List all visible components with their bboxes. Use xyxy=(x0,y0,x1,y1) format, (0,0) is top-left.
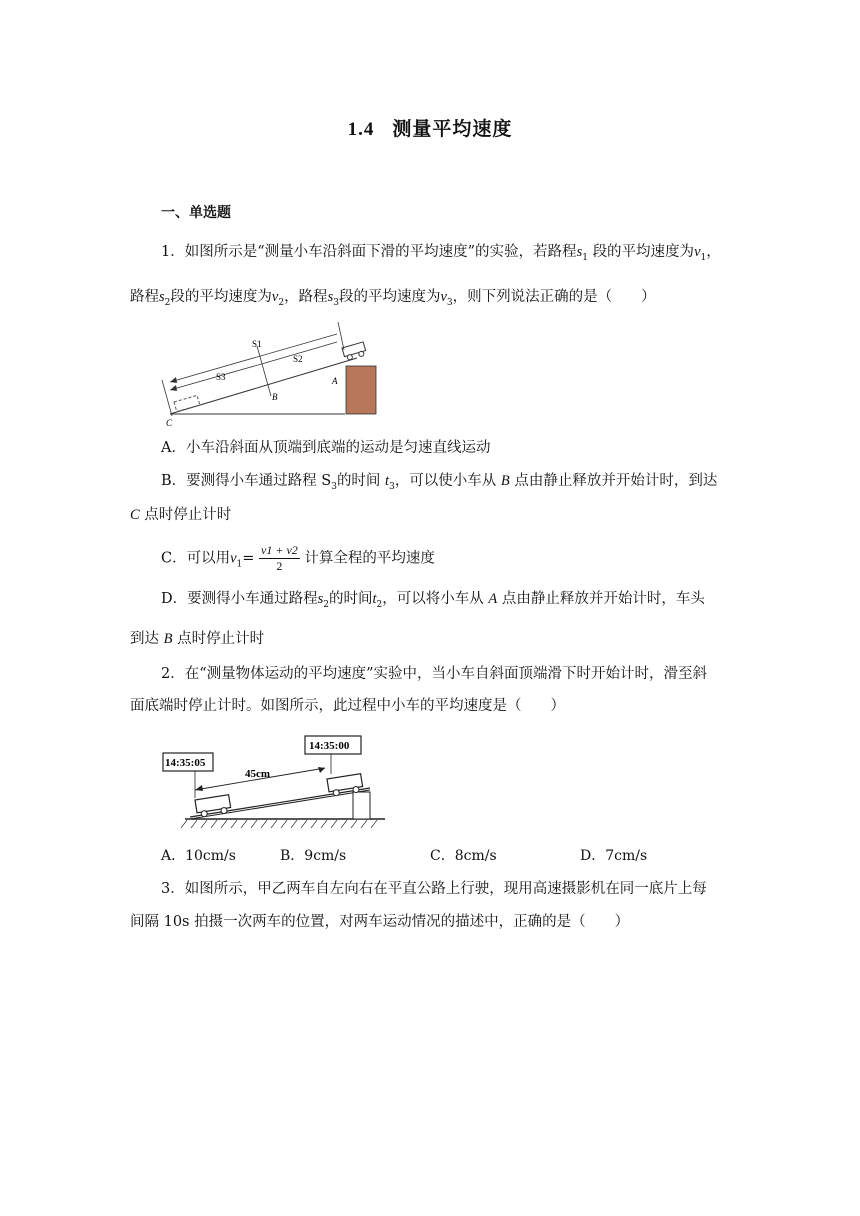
section-heading: 一、单选题 xyxy=(161,205,231,221)
q3-line1: 3．如图所示，甲乙两车自左向右在平直公路上行驶，现用高速摄影机在同一底片上每 xyxy=(161,881,707,897)
q2-incline-figure xyxy=(155,730,385,832)
q1-line1: 1．如图所示是“测量小车沿斜面下滑的平均速度”的实验，若路程$s_1$ 段的平均速度为$v_1$， xyxy=(161,244,721,263)
label-A: A xyxy=(332,376,338,386)
cart-top xyxy=(342,342,367,361)
q1-option-a: A．小车沿斜面从顶端到底端的运动是匀速直线运动 xyxy=(161,440,491,456)
q2-option-a: A．10cm/s xyxy=(161,848,236,864)
q1-incline-figure xyxy=(160,322,390,430)
q1-option-c: C．可以用$v_1=$ $\frac{v1 + v2}{2}$ 计算全程的平均速度 xyxy=(161,543,435,573)
q1-option-d-line2: 到达 B 点时停止计时 xyxy=(130,631,265,647)
q2-option-d: D．7cm/s xyxy=(580,848,648,864)
timer-start: 14:35:00 xyxy=(309,740,350,752)
q2-option-c: C．8cm/s xyxy=(430,848,497,864)
q1-option-d-line1: D．要测得小车通过路程$s_2$的时间$t_2$，可以将小车从 A 点由静止释放并开始计时，车头 xyxy=(161,591,705,610)
title-number: 1.4 xyxy=(347,119,375,140)
q3-line2: 间隔 10s 拍摄一次两车的位置，对两车运动情况的描述中，正确的是（ ） xyxy=(130,914,630,930)
timer-end: 14:35:05 xyxy=(165,757,206,769)
title-text: 测量平均速度 xyxy=(392,118,513,140)
label-B: B xyxy=(272,392,278,402)
block-support xyxy=(346,366,376,414)
cart-bottom-dashed xyxy=(174,395,200,411)
label-s3: S3 xyxy=(216,372,226,382)
label-s1: S1 xyxy=(252,339,262,349)
q2-option-b: B．9cm/s xyxy=(280,848,347,864)
q1-option-b-line1: B．要测得小车通过路程 $S_3$的时间 $t_3$，可以使小车从 B 点由静止释放并开始计时，到达 xyxy=(161,473,718,492)
average-velocity-fraction: $\frac{v1 + v2}{2}$ xyxy=(261,543,298,573)
label-C: C xyxy=(166,418,173,428)
q1-option-b-line2: C 点时停止计时 xyxy=(130,507,232,523)
page-title xyxy=(0,114,860,141)
distance-label: 45cm xyxy=(245,768,271,780)
q1-line2: 路程$s_2$段的平均速度为$v_2$，路程$s_3$段的平均速度为$v_3$，则下列说法正确的是（ ） xyxy=(130,289,656,308)
q2-line2: 面底端时停止计时。如图所示，此过程中小车的平均速度是（ ） xyxy=(130,698,565,714)
label-s2: S2 xyxy=(293,354,303,364)
q2-line1: 2．在“测量物体运动的平均速度”实验中，当小车自斜面顶端滑下时开始计时，滑至斜 xyxy=(161,666,708,682)
